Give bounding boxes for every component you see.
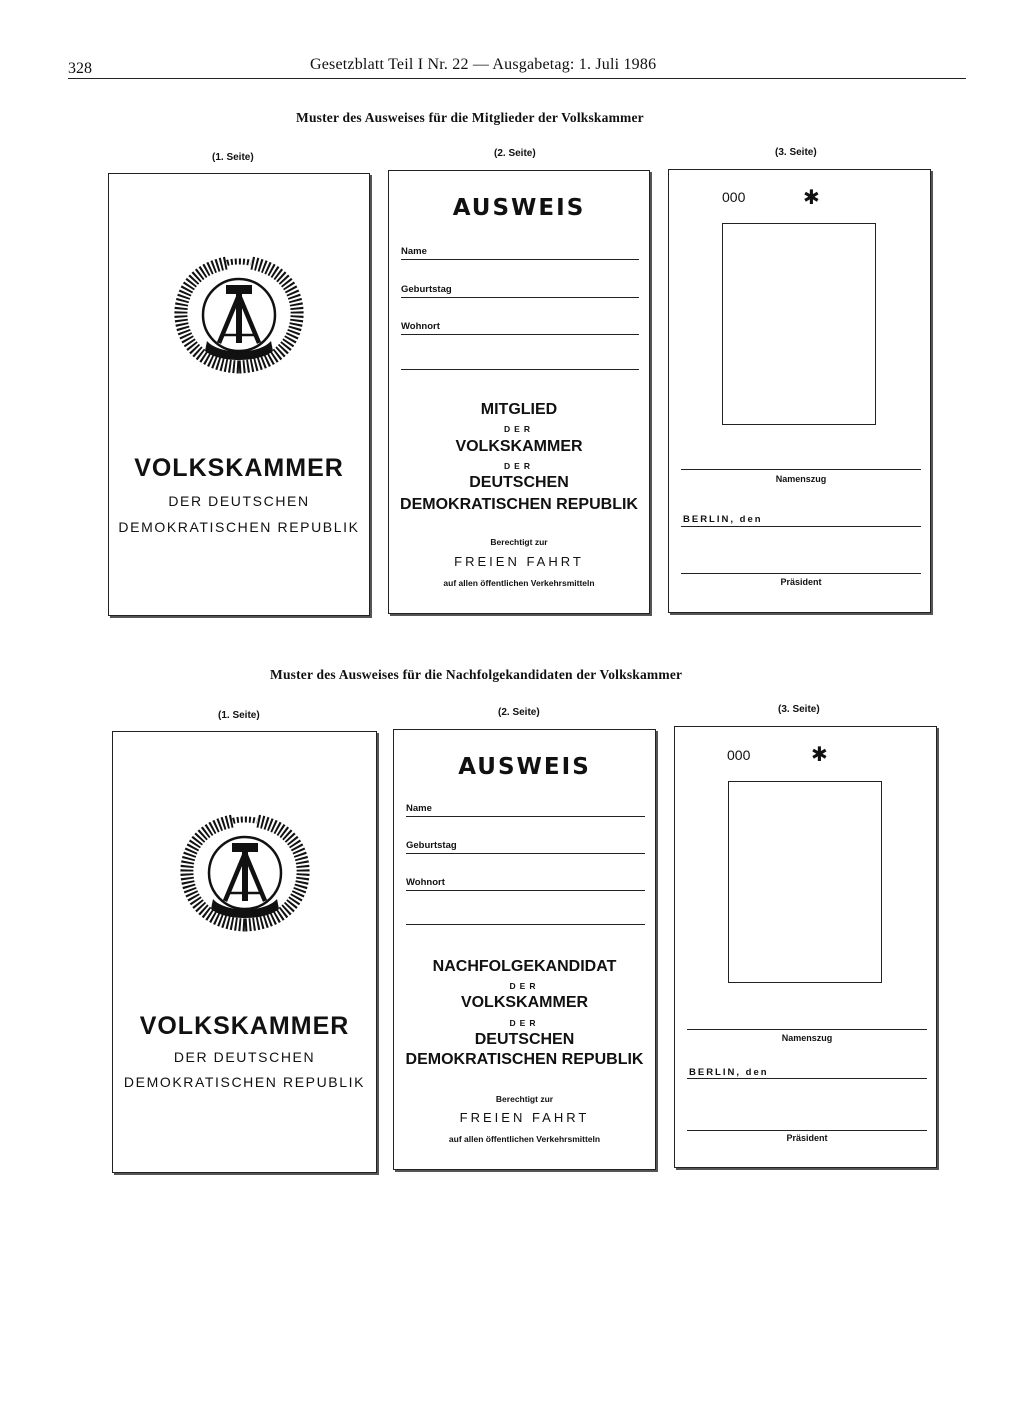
name-field[interactable]	[401, 243, 639, 260]
cover-line-2: DEMOKRATISCHEN REPUBLIK	[118, 519, 360, 535]
berlin-label: BERLIN, den	[689, 1067, 769, 1078]
residence-label: Wohnort	[401, 321, 440, 332]
caption-page-1: (1. Seite)	[212, 152, 254, 163]
status-line-3: DEUTSCHEN	[469, 474, 569, 491]
running-head: Gesetzblatt Teil I Nr. 22 — Ausgabetag: 1. Juli 1986	[310, 56, 657, 73]
card-signature-page	[668, 169, 931, 613]
signature-line[interactable]	[687, 1029, 927, 1030]
berlin-label: BERLIN, den	[683, 514, 763, 525]
residence-extra-line	[401, 369, 639, 370]
ddr-emblem-icon	[169, 254, 309, 376]
caption-page-2: (2. Seite)	[498, 707, 540, 718]
berechtigt-label: Berechtigt zur	[490, 537, 548, 547]
status-der-1: DER	[504, 424, 534, 434]
status-line-3: DEUTSCHEN	[474, 1031, 575, 1048]
berlin-date-line[interactable]	[687, 1078, 927, 1079]
cover-line-1: DER DEUTSCHEN	[168, 493, 310, 509]
namenszug-label: Namenszug	[781, 1033, 833, 1043]
cover-title: VOLKSKAMMER	[134, 454, 344, 482]
name-label: Name	[401, 246, 427, 257]
caption-page-3: (3. Seite)	[775, 147, 817, 158]
residence-field[interactable]	[406, 874, 645, 891]
verkehr-label: auf allen öffentlichen Verkehrsmitteln	[448, 1134, 601, 1144]
section-heading-members: Muster des Ausweises für die Mitglieder der Volkskammer	[296, 110, 644, 125]
page-number: 328	[68, 60, 92, 77]
residence-field[interactable]	[401, 318, 639, 335]
signature-line[interactable]	[681, 469, 921, 470]
status-line-1: MITGLIED	[480, 401, 558, 418]
caption-page-1: (1. Seite)	[218, 710, 260, 721]
status-line-4: DEMOKRATISCHEN REPUBLIK	[400, 496, 638, 513]
birthday-field[interactable]	[401, 281, 639, 298]
cover-title: VOLKSKAMMER	[139, 1012, 350, 1040]
card-cover	[112, 731, 377, 1173]
star-icon: ✱	[803, 187, 820, 209]
berechtigt-label: Berechtigt zur	[495, 1094, 554, 1104]
status-line-4: DEMOKRATISCHEN REPUBLIK	[405, 1051, 644, 1068]
name-label: Name	[406, 803, 432, 814]
president-line[interactable]	[681, 573, 921, 574]
president-line[interactable]	[687, 1130, 927, 1131]
status-line-2: VOLKSKAMMER	[455, 438, 583, 455]
verkehr-label: auf allen öffentlichen Verkehrsmitteln	[443, 578, 595, 588]
ausweis-title: AUSWEIS	[458, 754, 591, 780]
status-line-1: NACHFOLGEKANDIDAT	[432, 958, 617, 975]
namenszug-label: Namenszug	[775, 474, 827, 484]
freie-fahrt-label: FREIEN FAHRT	[454, 554, 584, 569]
cover-line-1: DER DEUTSCHEN	[173, 1049, 316, 1065]
card-id-page	[388, 170, 650, 614]
photo-box	[728, 781, 882, 983]
residence-label: Wohnort	[406, 877, 445, 888]
serial-number: 000	[727, 747, 751, 763]
birthday-label: Geburtstag	[401, 284, 452, 295]
serial-number: 000	[722, 189, 746, 205]
caption-page-3: (3. Seite)	[778, 704, 820, 715]
praesident-label: Präsident	[780, 577, 822, 587]
card-id-page	[393, 729, 656, 1170]
caption-page-2: (2. Seite)	[494, 148, 536, 159]
praesident-label: Präsident	[786, 1133, 828, 1143]
status-der-2: DER	[509, 1018, 540, 1028]
photo-box	[722, 223, 876, 425]
birthday-label: Geburtstag	[406, 840, 457, 851]
status-der-2: DER	[504, 461, 534, 471]
ddr-emblem-icon	[175, 812, 315, 934]
card-signature-page	[674, 726, 937, 1168]
card-cover	[108, 173, 370, 616]
ausweis-title: AUSWEIS	[452, 195, 586, 221]
cover-line-2: DEMOKRATISCHEN REPUBLIK	[123, 1074, 366, 1090]
header-rule	[68, 78, 966, 79]
section-heading-candidates: Muster des Ausweises für die Nachfolgekandidaten der Volkskammer	[270, 667, 683, 682]
name-field[interactable]	[406, 800, 645, 817]
star-icon: ✱	[811, 744, 828, 766]
status-line-2: VOLKSKAMMER	[460, 994, 589, 1011]
birthday-field[interactable]	[406, 837, 645, 854]
residence-extra-line	[406, 924, 645, 925]
status-der-1: DER	[509, 981, 540, 991]
freie-fahrt-label: FREIEN FAHRT	[459, 1110, 590, 1125]
berlin-date-line[interactable]	[681, 526, 921, 527]
